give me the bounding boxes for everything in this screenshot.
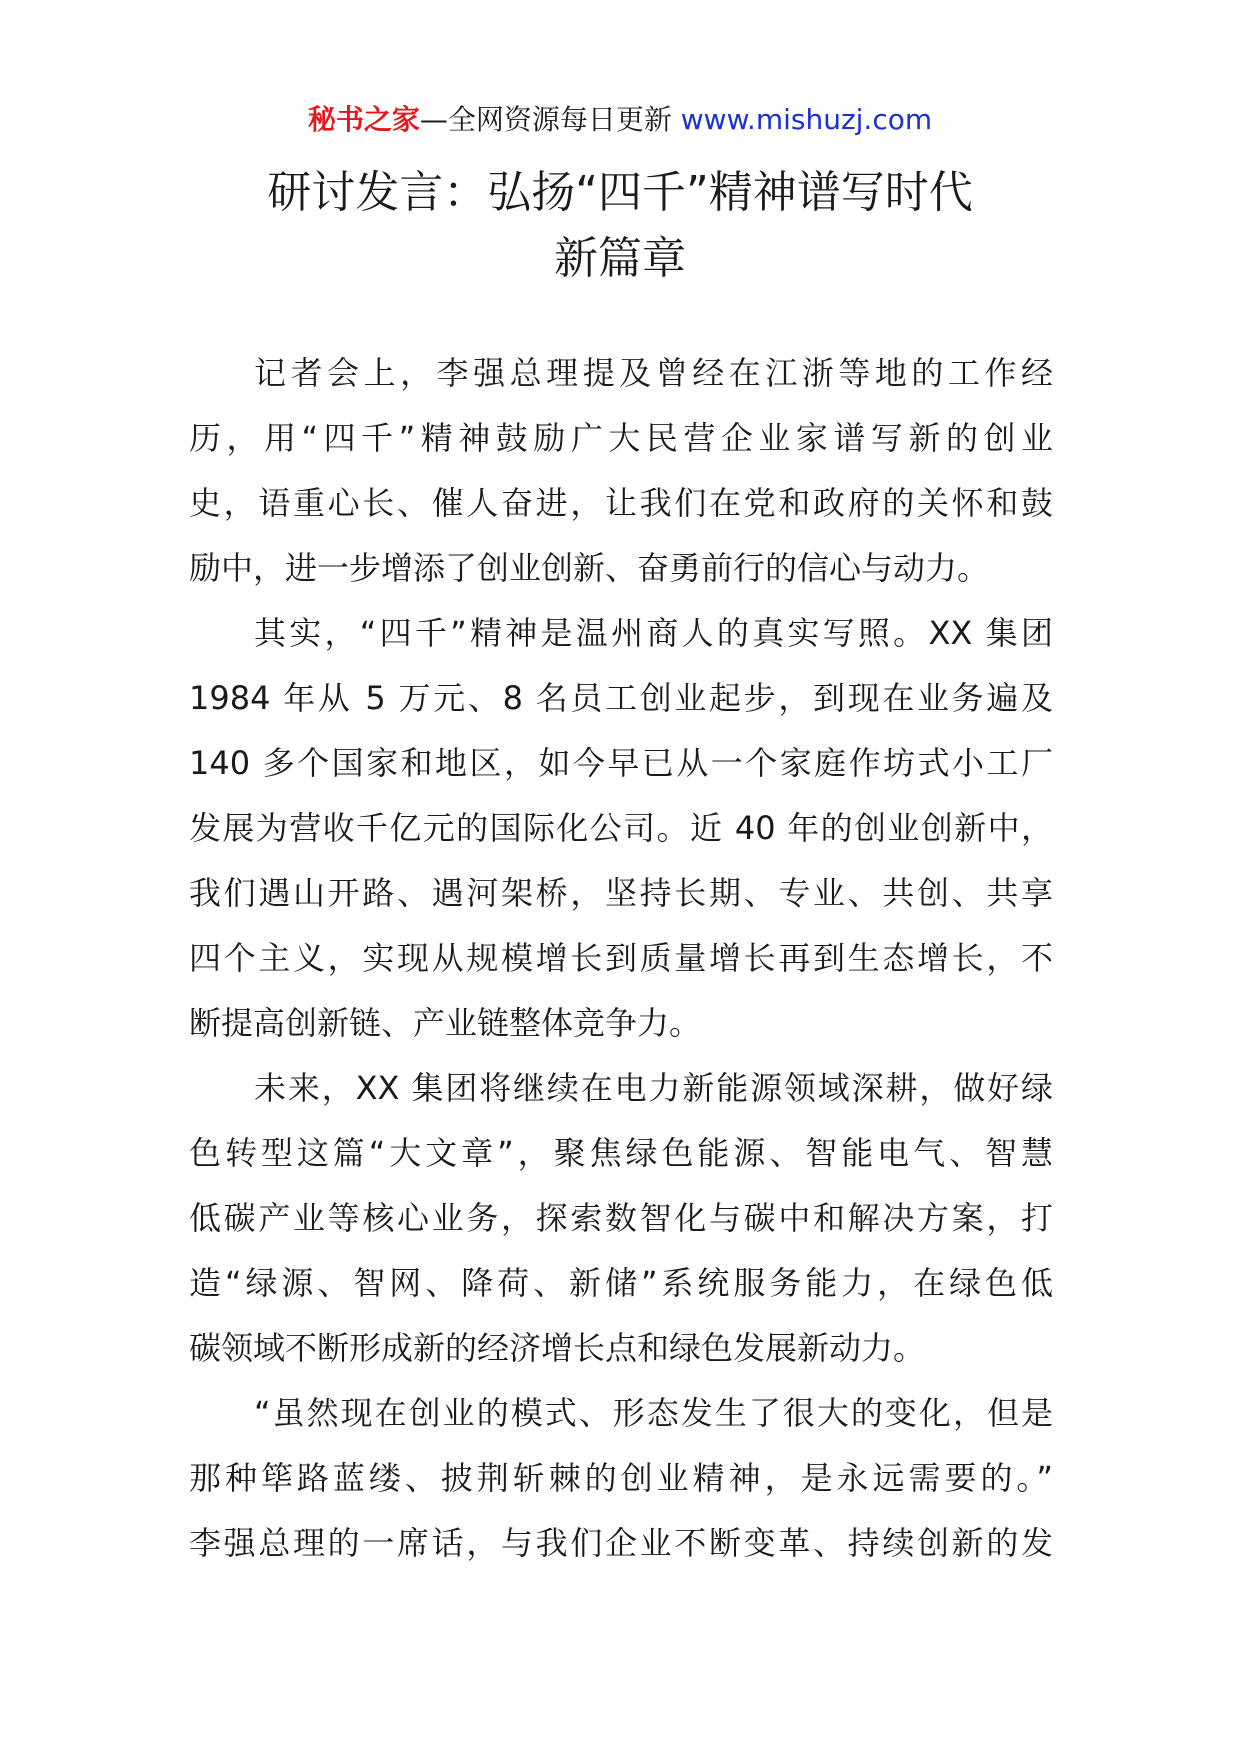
paragraph-3-line-4: 造“绿源、智网、降荷、新储”系统服务能力，在绿色低 (189, 1264, 1053, 1302)
paragraph-1-line-2: 历，用“四千”精神鼓励广大民营企业家谱写新的创业 (189, 419, 1053, 457)
site-url-link[interactable]: www.mishuzj.com (680, 103, 933, 136)
title-line-2: 新篇章 (554, 233, 686, 284)
paragraph-1-line-3: 史，语重心长、催人奋进，让我们在党和政府的关怀和鼓 (189, 484, 1053, 522)
paragraph-4-line-2: 那种筚路蓝缕、披荆斩棘的创业精神，是永远需要的。” (189, 1459, 1053, 1497)
paragraph-4-line-1: “虽然现在创业的模式、形态发生了很大的变化，但是 (254, 1394, 1053, 1432)
paragraph-3-line-3: 低碳产业等核心业务，探索数智化与碳中和解决方案，打 (189, 1199, 1053, 1237)
site-tagline: —全网资源每日更新 (419, 103, 681, 136)
document-title (170, 160, 1070, 292)
paragraph-2-line-1: 其实，“四千”精神是温州商人的真实写照。XX 集团 (254, 614, 1053, 652)
paragraph-3-line-2: 色转型这篇“大文章”，聚焦绿色能源、智能电气、智慧 (189, 1134, 1053, 1172)
paragraph-2-line-4: 发展为营收千亿元的国际化公司。近 40 年的创业创新中， (189, 809, 1053, 847)
paragraph-3-line-5: 碳领域不断形成新的经济增长点和绿色发展新动力。 (189, 1329, 926, 1367)
paragraph-2-line-5: 我们遇山开路、遇河架桥，坚持长期、专业、共创、共享 (189, 874, 1053, 912)
paragraph-2-line-3: 140 多个国家和地区，如今早已从一个家庭作坊式小工厂 (189, 744, 1053, 782)
paragraph-1-line-1: 记者会上，李强总理提及曾经在江浙等地的工作经 (254, 354, 1053, 392)
paragraph-4-line-3: 李强总理的一席话，与我们企业不断变革、持续创新的发 (189, 1524, 1053, 1562)
site-header (0, 100, 1240, 140)
title-line-1: 研讨发言：弘扬“四千”精神谱写时代 (267, 167, 973, 218)
paragraph-2-line-7: 断提高创新链、产业链整体竞争力。 (189, 1004, 702, 1042)
paragraph-2-line-6: 四个主义，实现从规模增长到质量增长再到生态增长，不 (189, 939, 1053, 977)
paragraph-2-line-2: 1984 年从 5 万元、8 名员工创业起步，到现在业务遍及 (189, 679, 1053, 717)
paragraph-1-line-4: 励中，进一步增添了创业创新、奋勇前行的信心与动力。 (189, 549, 990, 587)
site-brand: 秘书之家 (307, 103, 420, 136)
paragraph-3-line-1: 未来，XX 集团将继续在电力新能源领域深耕，做好绿 (254, 1069, 1053, 1107)
